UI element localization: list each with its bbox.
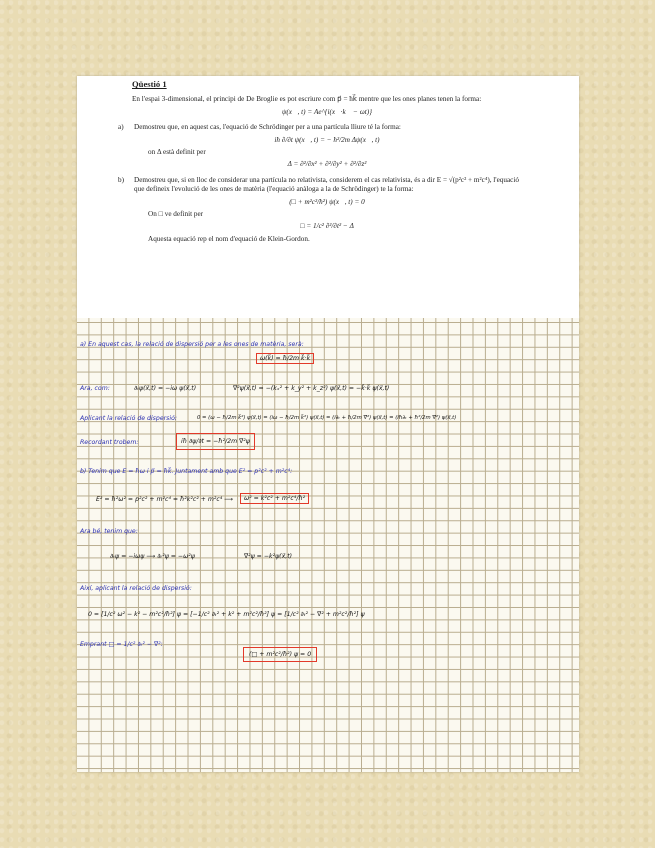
hw-line-6-energy: E² = ħ²ω² = p²c² + m²c⁴ = ħ²k²c² + m²c⁴ ⟶	[96, 496, 234, 503]
hw-klein-gordon-box: (□ + m²c²/ħ²) ψ = 0	[243, 647, 317, 662]
hw-line-3-label: Aplicant la relació de dispersió:	[80, 415, 177, 422]
hw-schrodinger-box: iħ ∂ψ/∂t = −ħ²/2m ∇⃗²ψ	[176, 433, 255, 450]
delta-intro: on Δ està definit per	[148, 148, 206, 157]
hw-dispersion-box: ω(k⃗) = ħ/2m k⃗·k⃗	[256, 353, 314, 364]
part-a-label: a)	[118, 123, 124, 132]
hw-line-9: Així, aplicant la relació de dispersió:	[80, 585, 192, 592]
klein-gordon-equation: (□ + m²c²/ħ²) ψ(x⃗, t) = 0	[289, 197, 365, 206]
plane-wave-equation: ψ(x⃗, t) = Ae^{i(x⃗·k⃗ − ωt)}	[281, 107, 373, 116]
hw-line-4-label: Recordant trobem:	[80, 439, 139, 446]
hw-line-10: 0 = [1/c² ω² − k² − m²c²/ħ²] ψ = [−1/c² ∂ₜ² + k² + m²c²/ħ²] ψ = [1/c² ∂ₜ² − ∇⃗² + m²c²/ħ²] ψ	[88, 611, 365, 618]
hw-line-2-label: Ara, com:	[80, 385, 110, 392]
printed-question	[118, 79, 522, 244]
schrodinger-equation: iħ ∂/∂t ψ(x⃗, t) = − ħ²/2m Δψ(x⃗, t)	[274, 135, 380, 144]
part-a-text: Demostreu que, en aquest cas, l'equació de Schrödinger per a una partícula lliure té la forma:	[134, 123, 401, 132]
hw-line-7: Ara bé, tenim que:	[80, 528, 138, 535]
hw-line-3-derivation: 0 = (ω − ħ/2m k⃗²) ψ(x⃗,t) = (iω − ħ/2m k⃗²) ψ(x⃗,t) = (i∂ₜ + ħ/2m ∇⃗²) ψ(x⃗,t) = (iħ∂ₜ + ħ²/2m ∇⃗²) ψ(x⃗,t)	[197, 415, 457, 421]
hw-relativistic-dispersion-box: ω² = k²c² + m²c⁴/ħ²	[240, 493, 309, 504]
intro-text: En l'espai 3-dimensional, el principi de De Broglie es pot escriure com p⃗ = ħk⃗ mentre que les ones planes tenen la forma:	[132, 95, 482, 104]
hw-line-11: Emprant □ = 1/c² ∂ₜ² − ∇⃗²:	[80, 641, 163, 648]
hw-line-2-laplacian: ∇⃗²ψ(x⃗,t) = −(kₓ² + k_y² + k_z²) ψ(x⃗,t) = −k⃗·k⃗ ψ(x⃗,t)	[233, 385, 390, 392]
hw-line-8-time: ∂ₜψ = −iωψ ⟶ ∂ₜ²ψ = −ω²ψ	[110, 553, 195, 560]
question-title: Qüestió 1	[132, 79, 167, 89]
box-intro: On □ ve definit per	[148, 210, 204, 219]
part-b-label: b)	[118, 175, 124, 184]
dalembertian-definition: □ = 1/c² ∂²/∂t² − Δ	[300, 222, 354, 231]
laplacian-definition: Δ = ∂²/∂x² + ∂²/∂y² + ∂²/∂z²	[287, 160, 367, 169]
hw-line-5: b) Tenim que E = ħω i p⃗ = ħk⃗. Juntament amb que E² = p²c² + m²c⁴:	[80, 468, 293, 475]
hw-line-1: a) En aquest cas, la relació de dispersió per a les ones de matèria, serà:	[80, 341, 304, 348]
hw-line-8-space: ∇⃗²ψ = −k²ψ(x⃗,t)	[244, 553, 293, 560]
part-a	[118, 123, 522, 132]
hw-line-2-time-derivative: ∂ₜψ(x⃗,t) = −iω ψ(x⃗,t)	[134, 385, 197, 392]
part-b	[118, 176, 522, 195]
part-b-text: Demostreu que, si en lloc de considerar una partícula no relativista, considerem el cas relativista, és a dir E = √(p²c² + m²c⁴), l'equació que defineix l'evolució de les ones de matèria (l'equació anàloga a la de Schrödinger) te la forma:	[134, 175, 519, 194]
klein-gordon-name: Aquesta equació rep el nom d'equació de Klein-Gordon.	[148, 234, 310, 243]
